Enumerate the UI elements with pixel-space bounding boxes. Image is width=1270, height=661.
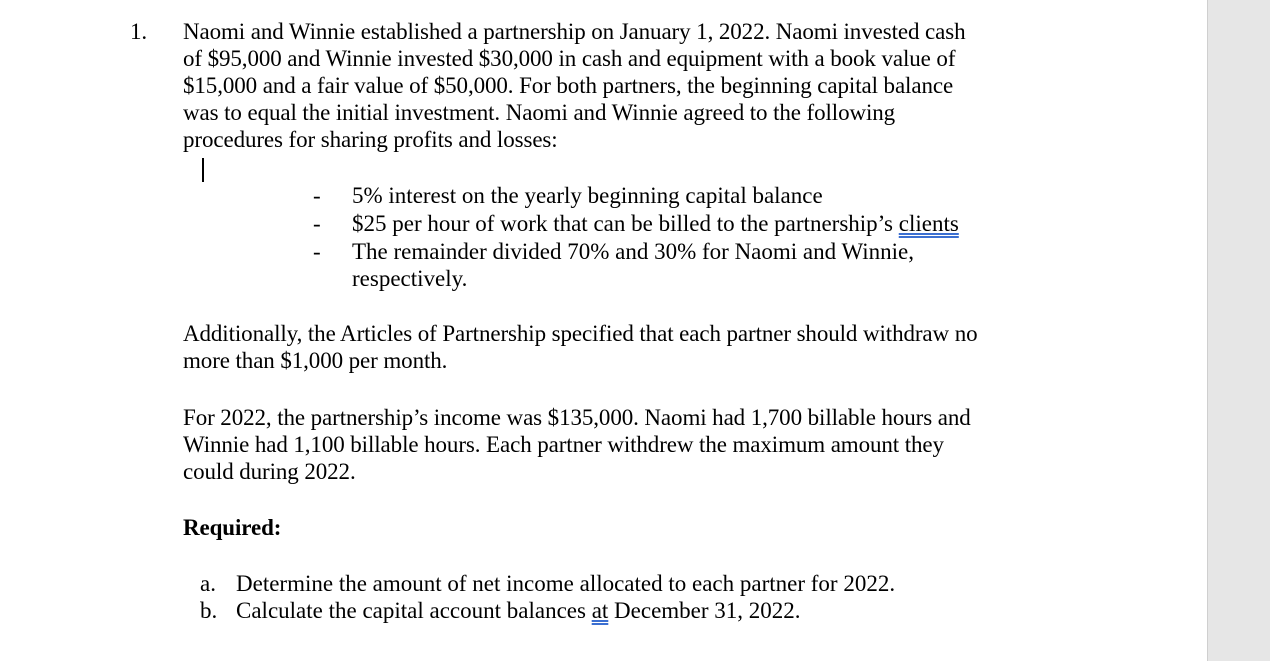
paragraph-income <box>183 404 971 485</box>
requirement-text <box>236 597 801 624</box>
bullet-text-line-1: The remainder divided 70% and 30% for Naomi and Winnie, <box>352 239 914 264</box>
intro-line-5: procedures for sharing profits and losses: <box>183 127 558 152</box>
question-number: 1. <box>130 19 148 44</box>
income-line-2: Winnie had 1,100 billable hours. Each partner withdrew the maximum amount they <box>183 432 944 457</box>
income-line-3: could during 2022. <box>183 459 356 484</box>
dash-bullet: - <box>313 239 321 264</box>
required-heading: Required: <box>183 515 282 540</box>
intro-line-4: was to equal the initial investment. Naomi and Winnie agreed to the following <box>183 100 896 125</box>
paragraph-withdrawals <box>183 320 978 374</box>
requirement-text: Determine the amount of net income allocated to each partner for 2022. <box>236 571 896 596</box>
requirement-letter: a. <box>200 571 216 596</box>
bullet-text <box>352 238 914 292</box>
bullet-text-prefix: $25 per hour of work that can be billed to the partnership’s <box>352 211 899 236</box>
dash-bullet: - <box>313 183 321 208</box>
intro-line-2: of $95,000 and Winnie invested $30,000 in cash and equipment with a book value of <box>183 46 956 71</box>
bullet-text-line-2: respectively. <box>352 266 468 291</box>
page-edge <box>1207 0 1208 661</box>
intro-line-3: $15,000 and a fair value of $50,000. For both partners, the beginning capital balance <box>183 73 954 98</box>
intro-line-1: Naomi and Winnie established a partnership on January 1, 2022. Naomi invested cash <box>183 19 966 44</box>
dash-bullet: - <box>313 211 321 236</box>
spellcheck-flagged-word[interactable]: at <box>591 598 609 623</box>
requirement-letter: b. <box>200 598 218 623</box>
withdrawals-line-1: Additionally, the Articles of Partnership specified that each partner should withdraw no <box>183 321 978 346</box>
requirement-text-prefix: Calculate the capital account balances <box>236 598 592 623</box>
bullet-text <box>352 210 959 237</box>
spellcheck-flagged-word[interactable]: clients <box>898 211 959 236</box>
bullet-text: 5% interest on the yearly beginning capital balance <box>352 183 823 208</box>
income-line-1: For 2022, the partnership’s income was $135,000. Naomi had 1,700 billable hours and <box>183 405 971 430</box>
requirement-text-suffix: December 31, 2022. <box>608 598 801 623</box>
withdrawals-line-2: more than $1,000 per month. <box>183 348 448 373</box>
text-cursor <box>202 158 204 182</box>
paragraph-intro <box>183 18 965 153</box>
